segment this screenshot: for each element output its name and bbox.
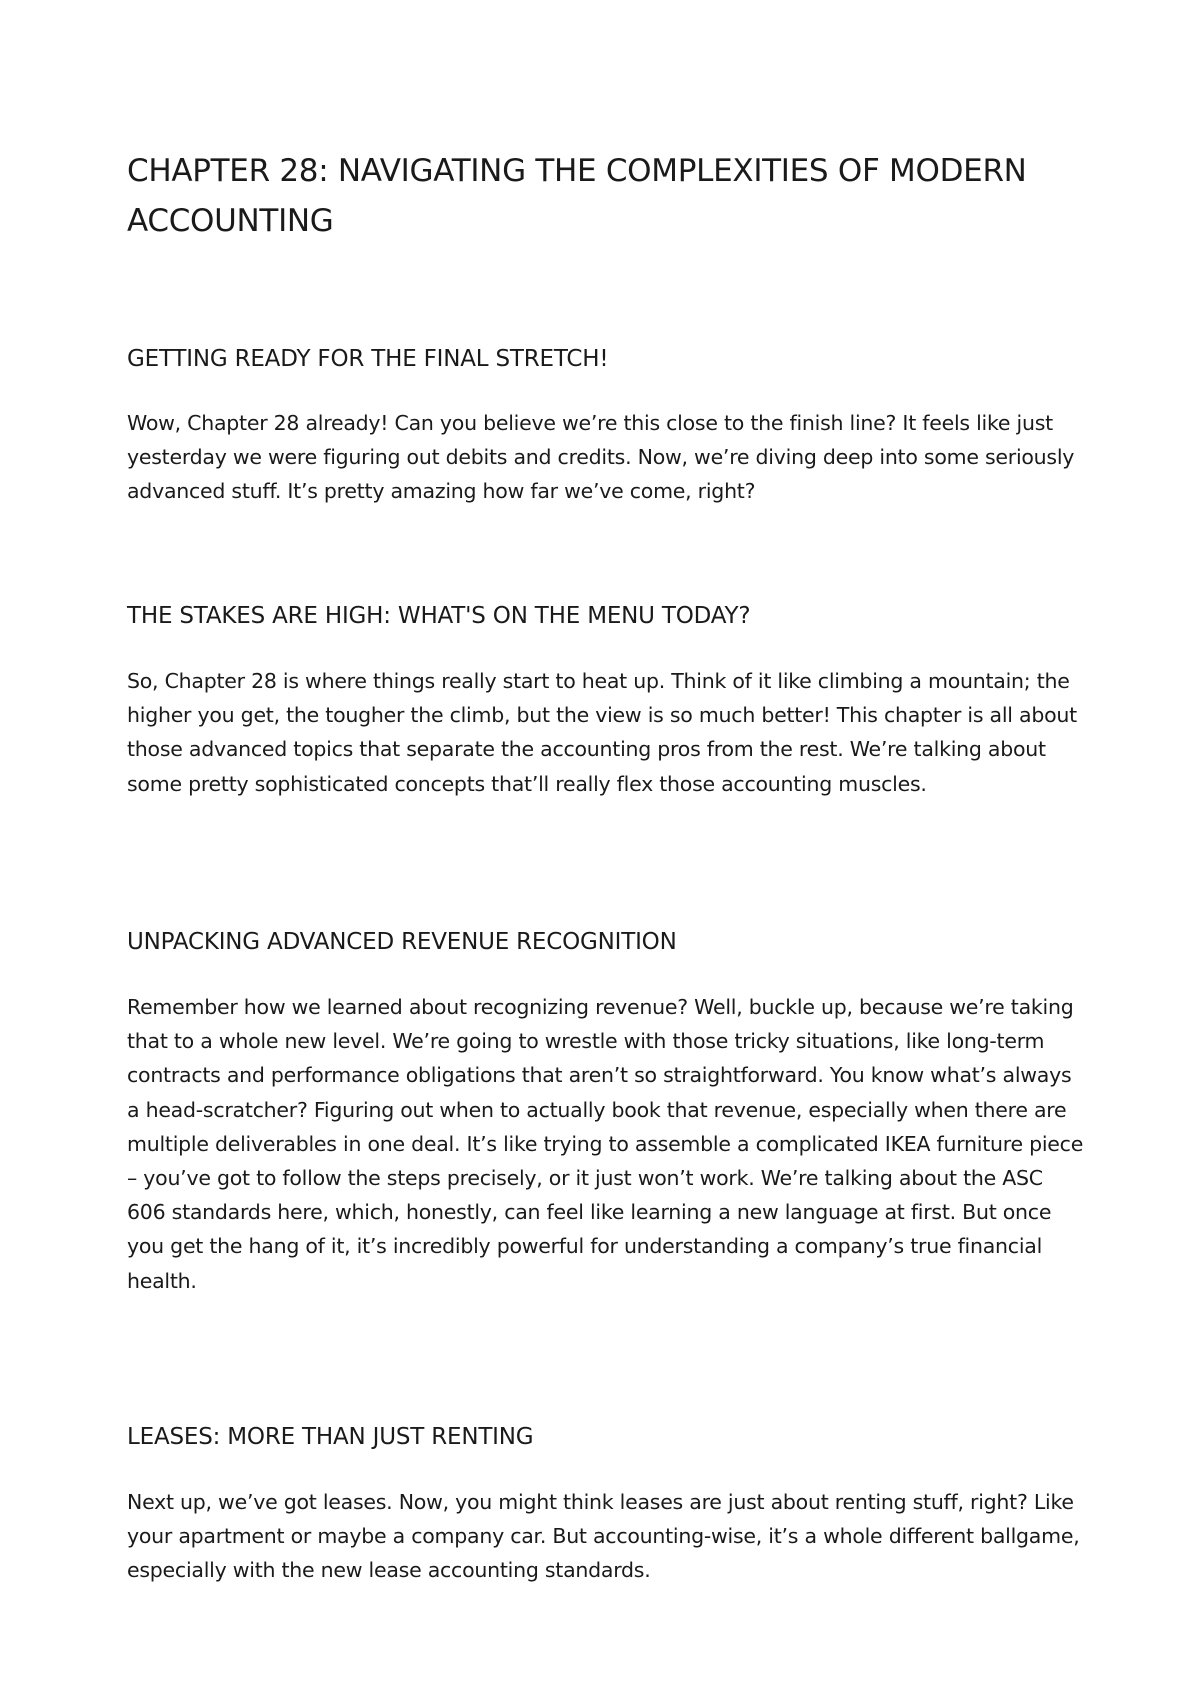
section-body-stakes: So, Chapter 28 is where things really start to heat up. Think of it like climbing a mountain; the higher you get, the tougher the climb, but the view is so much better! This chapter is all about those advanced topics that separate the accounting pros from the rest. We’re talking about some pretty sophisticated concepts that’ll really flex those accounting muscles. [127,669,1077,796]
section-heading-final-stretch: GETTING READY FOR THE FINAL STRETCH! [127,346,609,372]
section-body-revenue-recognition: Remember how we learned about recognizing revenue? Well, buckle up, because we’re taking that to a whole new level. We’re going to wrestle with those tricky situations, like long-term contracts and performance obligations that aren’t so straightforward. You know what’s always a head-scratcher? Figuring out when to actually book that revenue, especially when there are multiple deliverables in one deal. It’s like trying to assemble a complicated IKEA furniture piece – you’ve got to follow the steps precisely, or it just won’t work. We’re talking about the ASC 606 standards here, which, honestly, can feel like learning a new language at first. But once you get the hang of it, it’s incredibly powerful for understanding a company’s true financial health. [127,995,1084,1293]
chapter-title: CHAPTER 28: NAVIGATING THE COMPLEXITIES OF MODERN ACCOUNTING [127,153,1027,239]
section-heading-leases: LEASES: MORE THAN JUST RENTING [127,1424,534,1450]
section-heading-stakes: THE STAKES ARE HIGH: WHAT'S ON THE MENU TODAY? [127,603,751,629]
section-heading-revenue-recognition: UNPACKING ADVANCED REVENUE RECOGNITION [127,929,677,955]
section-body-final-stretch: Wow, Chapter 28 already! Can you believe we’re this close to the finish line? It feels like just yesterday we were figuring out debits and credits. Now, we’re diving deep into some seriously advanced stuff. It’s pretty amazing how far we’ve come, right? [127,411,1075,504]
section-body-leases: Next up, we’ve got leases. Now, you might think leases are just about renting stuff, right? Like your apartment or maybe a company car. But accounting-wise, it’s a whole different ballgame, especially with the new lease accounting standards. [127,1490,1080,1583]
